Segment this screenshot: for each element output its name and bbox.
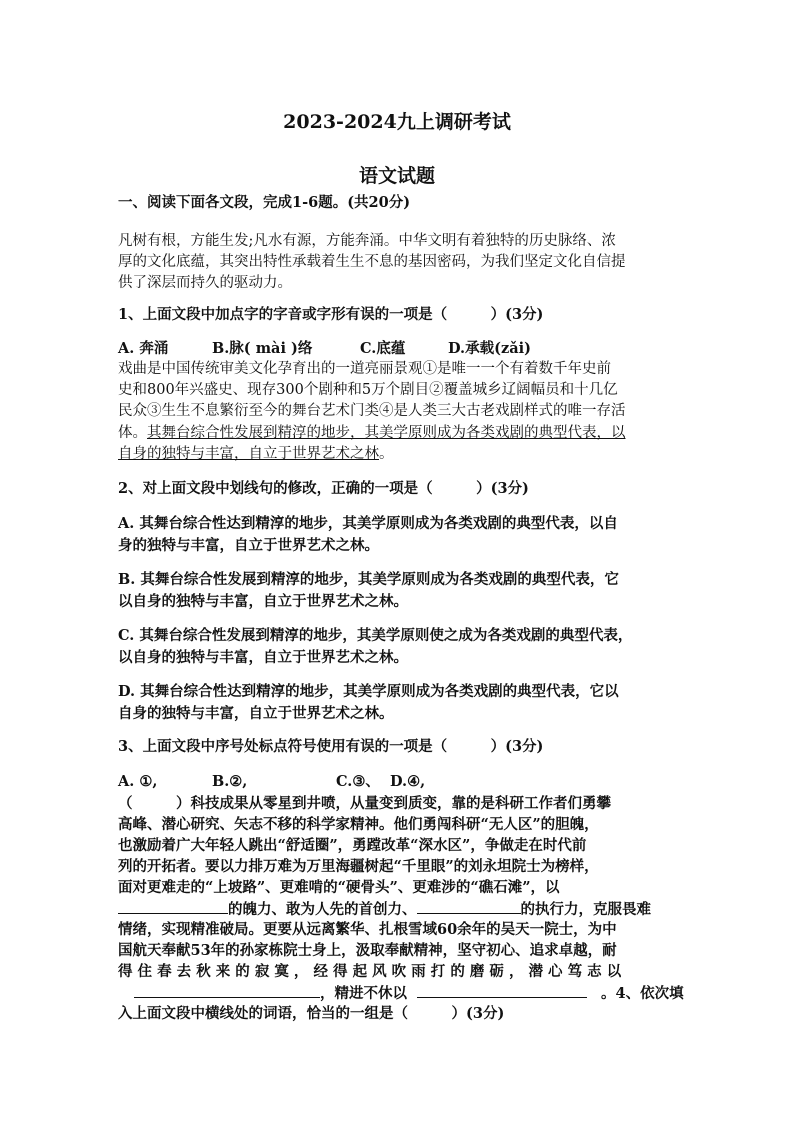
question-4-stem: 入上面文段中横线处的词语，恰当的一组是（ ）(3分) [118, 1005, 505, 1022]
fill-in-blank [417, 899, 521, 914]
exam-title: 2023-2024九上调研考试 [283, 111, 511, 133]
subject-title: 语文试题 [358, 165, 435, 187]
q1-option-c: C.底蕴 [360, 340, 406, 357]
passage2-plain-text: 体。 [118, 425, 147, 441]
passage2-line [118, 423, 626, 443]
q2-option-c: C. 其舞台综合性发展到精淳的地步，其美学原则使之成为各类戏剧的典型代表， [118, 627, 633, 644]
q2-option-a-cont: 身的独特与丰富，自立于世界艺术之林。 [118, 537, 379, 554]
q3-option-c: C.③、 [336, 773, 380, 790]
passage3-line [118, 899, 651, 920]
question-1-stem: 1、上面文段中加点字的字音或字形有误的一项是（ ）(3分) [118, 306, 544, 323]
q3-option-a: A. ①, [118, 773, 158, 790]
passage3-line: （ ）科技成果从零星到井喷，从量变到质变，靠的是科研工作者们勇攀 [118, 795, 611, 812]
passage3-line: 也激励着广大年轻人跳出“舒适圈”，勇蹚改革“深水区”，争做走在时代前 [118, 837, 587, 854]
passage3-line: 高峰、潜心研究、矢志不移的科学家精神。他们勇闯科研“无人区”的胆魄， [118, 816, 599, 833]
q1-option-d: D.承载(zǎi) [448, 340, 531, 357]
q3-option-d: D.④, [390, 773, 426, 790]
question-3-stem: 3、上面文段中序号处标点符号使用有误的一项是（ ）(3分) [118, 738, 544, 755]
passage1-line: 供了深层而持久的驱动力。 [118, 275, 292, 291]
q2-option-b-cont: 以自身的独特与丰富，自立于世界艺术之林。 [118, 593, 408, 610]
passage3-line: 国航天奉献53年的孙家栋院士身上，汲取奉献精神，坚守初心、追求卓越，耐 [118, 942, 617, 959]
q2-option-a: A. 其舞台综合性达到精淳的地步，其美学原则成为各类戏剧的典型代表，以自 [118, 515, 618, 532]
passage1-line: 凡树有根，方能生发;凡水有源，方能奔涌。中华文明有着独特的历史脉络、浓 [118, 233, 616, 249]
q2-option-d-cont: 自身的独特与丰富，自立于世界艺术之林。 [118, 705, 394, 722]
passage3-line: 面对更难走的“上坡路”、更难啃的“硬骨头”、更难涉的“礁石滩”，以 [118, 879, 560, 896]
passage3-line: 得 住 春 去 秋 来 的 寂 寞 ， 经 得 起 风 吹 雨 打 的 磨 砺 ， 潜 心 笃 志 以 [118, 963, 622, 980]
fill-in-blank [118, 899, 228, 914]
passage3-text: 的魄力、敢为人先的首创力、 [228, 901, 417, 918]
passage3-line: 情绪，实现精准破局。更要从远离繁华、扎根雪域60余年的吴天一院士，为中 [118, 921, 617, 938]
q2-option-d: D. 其舞台综合性达到精淳的地步，其美学原则成为各类戏剧的典型代表，它以 [118, 683, 619, 700]
fill-in-blank [134, 983, 320, 998]
passage2-line [118, 444, 394, 464]
question-3-options [118, 772, 425, 792]
passage2-plain-text: 。 [379, 446, 394, 462]
question-1-options [118, 339, 531, 359]
passage2-line: 戏曲是中国传统审美文化孕育出的一道亮丽景观①是唯一一个有着数千年史前 [118, 361, 611, 377]
passage2-line: 民众③生生不息繁衍至今的舞台艺术门类④是人类三大古老戏剧样式的唯一存活 [118, 403, 626, 419]
q1-option-a: A. 奔涌 [118, 340, 169, 357]
q2-option-c-cont: 以自身的独特与丰富，自立于世界艺术之林。 [118, 649, 408, 666]
section1-heading: 一、阅读下面各文段，完成1-6题。(共20分) [118, 194, 411, 211]
q3-option-b: B.②, [212, 773, 248, 790]
underlined-sentence: 自身的独特与丰富，自立于世界艺术之林 [118, 446, 379, 462]
passage1-line: 厚的文化底蕴，其突出特性承载着生生不息的基因密码，为我们坚定文化自信提 [118, 254, 626, 270]
passage3-text: ，精进不休以 [320, 985, 407, 1002]
question-2-stem: 2、对上面文段中划线句的修改，正确的一项是（ ）(3分) [118, 480, 529, 497]
question-4-start: 。4、依次填 [601, 985, 684, 1002]
underlined-sentence: 其舞台综合性发展到精淳的地步，其美学原则成为各类戏剧的典型代表，以 [147, 425, 626, 441]
passage3-text: 的执行力，克服畏难 [520, 901, 651, 918]
fill-in-blank [417, 983, 587, 998]
q2-option-b: B. 其舞台综合性发展到精淳的地步，其美学原则成为各类戏剧的典型代表，它 [118, 571, 619, 588]
q1-option-b: B.脉( mài )络 [212, 340, 313, 357]
passage3-line [118, 983, 684, 1004]
passage2-line: 史和800年兴盛史、现存300个剧种和5万个剧目②覆盖城乡辽阔幅员和十几亿 [118, 382, 618, 398]
passage3-line: 列的开拓者。要以力排万难为万里海疆树起“千里眼”的刘永坦院士为榜样， [118, 858, 599, 875]
